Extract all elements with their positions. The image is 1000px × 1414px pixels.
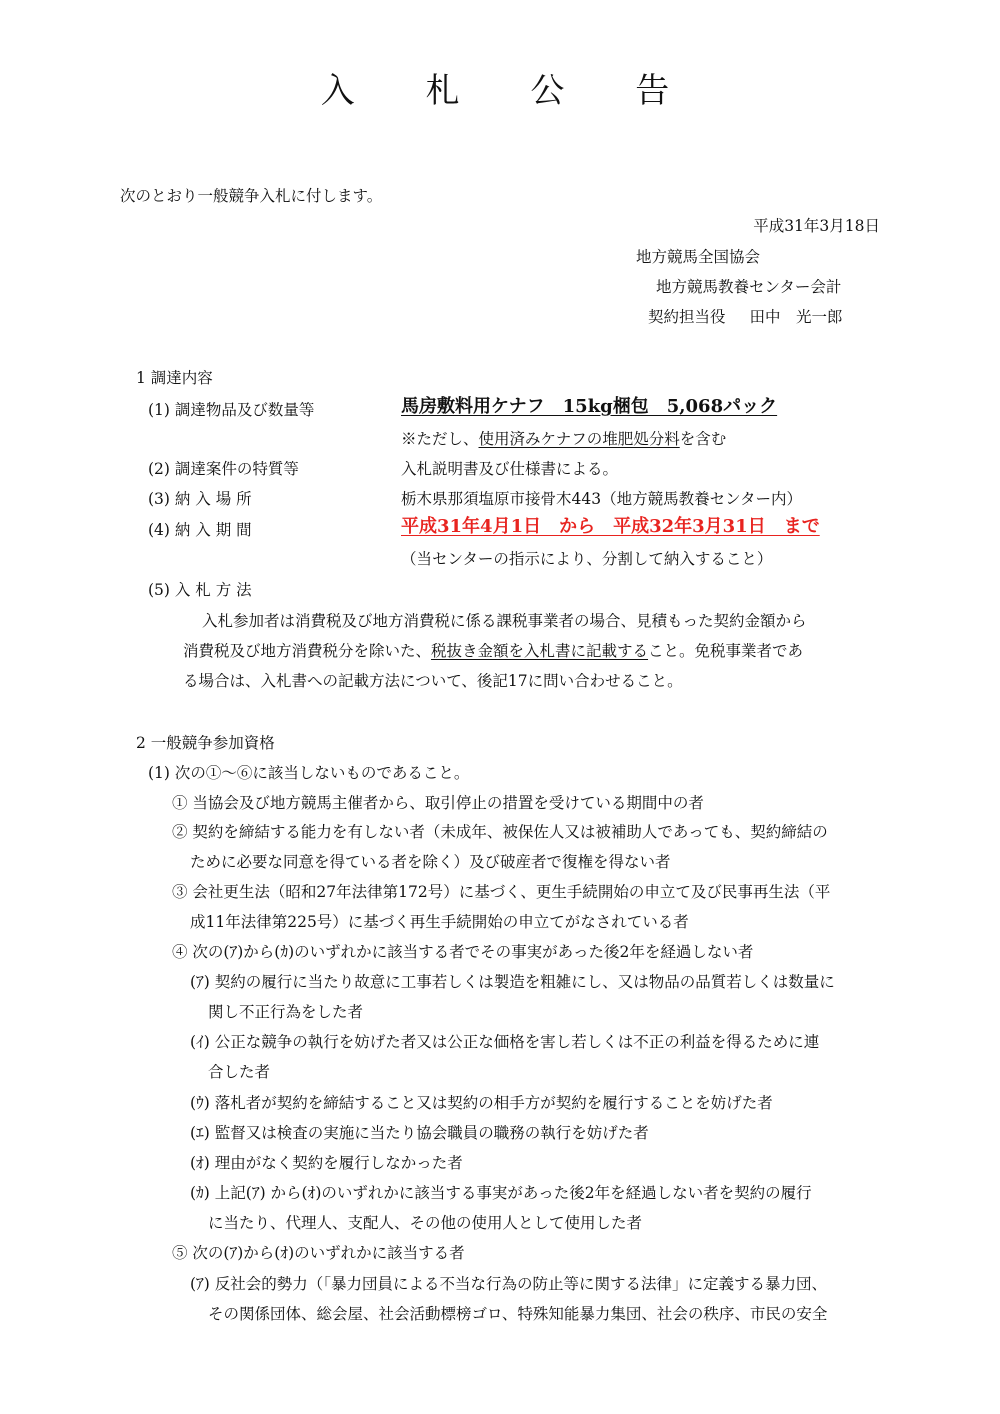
item-4-note: （当センターの指示により、分割して納入すること） xyxy=(401,550,773,568)
issuer-center: 地方競馬教養センター会計 xyxy=(656,278,842,296)
officer-role: 契約担当役 xyxy=(648,308,726,326)
item-4-value: 平成31年4月1日 から 平成32年3月31日 まで xyxy=(401,516,820,537)
sub-b-line-2: 合した者 xyxy=(208,1063,271,1081)
sub-b-line-1: (ｲ) 公正な競争の執行を妨げた者又は公正な価格を害し若しくは不正の利益を得るために連 xyxy=(190,1033,820,1051)
line2-pre: 消費税及び地方消費税分を除いた、 xyxy=(183,642,432,660)
criterion-1: ① 当協会及び地方競馬主催者から、取引停止の措置を受けている期間中の者 xyxy=(172,794,704,812)
sub-f-line-2: に当たり、代理人、支配人、その他の使用人として使用した者 xyxy=(208,1214,643,1232)
item-5-line-2 xyxy=(183,641,803,661)
issuer-officer xyxy=(648,307,843,327)
item-3-label: (3) 納 入 場 所 xyxy=(148,490,252,508)
sub-c: (ｳ) 落札者が契約を締結すること又は契約の相手方が契約を履行することを妨げた者 xyxy=(190,1094,773,1112)
item-4-label: (4) 納 入 期 間 xyxy=(148,521,252,539)
section-1-heading: 1 調達内容 xyxy=(136,369,213,387)
sub-a-line-2: 関し不正行為をした者 xyxy=(208,1003,364,1021)
notice-date: 平成31年3月18日 xyxy=(753,217,880,235)
item-2-value: 入札説明書及び仕様書による。 xyxy=(401,460,619,478)
issuer-org: 地方競馬全国協会 xyxy=(636,248,761,266)
item-3-value: 栃木県那須塩原市接骨木443（地方競馬教養センター内） xyxy=(401,490,802,508)
line2-post: こと。免税事業者であ xyxy=(648,642,804,660)
section-2-heading: 2 一般競争参加資格 xyxy=(136,734,275,752)
note-post: を含む xyxy=(679,430,727,448)
page-title: 入 札 公 告 xyxy=(320,71,700,111)
criterion-2-line-1: ② 契約を締結する能力を有しない者（未成年、被保佐人又は被補助人であっても、契約締結の xyxy=(172,823,828,841)
item-5-line-3: る場合は、入札書への記載方法について、後記17に問い合わせること。 xyxy=(183,672,683,690)
criterion-4: ④ 次の(ｱ)から(ｶ)のいずれかに該当する者でその事実があった後2年を経過しない者 xyxy=(172,943,754,961)
sub-d: (ｴ) 監督又は検査の実施に当たり協会職員の職務の執行を妨げた者 xyxy=(190,1124,649,1142)
note-underlined: 使用済みケナフの堆肥処分料 xyxy=(478,430,680,448)
intro-text: 次のとおり一般競争入札に付します。 xyxy=(120,187,383,205)
criterion-3-line-1: ③ 会社更生法（昭和27年法律第172号）に基づく、更生手続開始の申立て及び民事再生法（平 xyxy=(172,883,831,901)
item-5-label: (5) 入 札 方 法 xyxy=(148,581,252,599)
criterion-2-line-2: ために必要な同意を得ている者を除く）及び破産者で復権を得ない者 xyxy=(190,853,671,871)
criterion-5: ⑤ 次の(ｱ)から(ｵ)のいずれかに該当する者 xyxy=(172,1244,465,1262)
sub-a-line-1: (ｱ) 契約の履行に当たり故意に工事若しくは製造を粗雑にし、又は物品の品質若しくは数量に xyxy=(190,973,835,991)
line2-underlined: 税抜き金額を入札書に記載する xyxy=(431,642,649,660)
sub-e: (ｵ) 理由がなく契約を履行しなかった者 xyxy=(190,1154,463,1172)
sub-g-line-2: その関係団体、総会屋、社会活動標榜ゴロ、特殊知能暴力集団、社会の秩序、市民の安全 xyxy=(208,1305,828,1323)
item-1-value: 馬房敷料用ケナフ 15kg梱包 5,068パック xyxy=(401,396,778,417)
sub-f-line-1: (ｶ) 上記(ｱ) から(ｵ)のいずれかに該当する事実があった後2年を経過しない者を契約の履行 xyxy=(190,1184,812,1202)
note-pre: ※ただし、 xyxy=(401,430,479,448)
officer-name: 田中 光一郎 xyxy=(749,308,843,326)
item-2-label: (2) 調達案件の特質等 xyxy=(148,460,299,478)
criterion-3-line-2: 成11年法律第225号）に基づく再生手続開始の申立てがなされている者 xyxy=(190,913,689,931)
item-1-label: (1) 調達物品及び数量等 xyxy=(148,401,315,419)
s2-item-1: (1) 次の①～⑥に該当しないものであること。 xyxy=(148,764,470,782)
item-1-note xyxy=(401,429,726,449)
item-5-line-1: 入札参加者は消費税及び地方消費税に係る課税事業者の場合、見積もった契約金額から xyxy=(202,612,807,630)
sub-g-line-1: (ｱ) 反社会的勢力（「暴力団員による不当な行為の防止等に関する法律」に定義する暴力団、 xyxy=(190,1275,828,1293)
